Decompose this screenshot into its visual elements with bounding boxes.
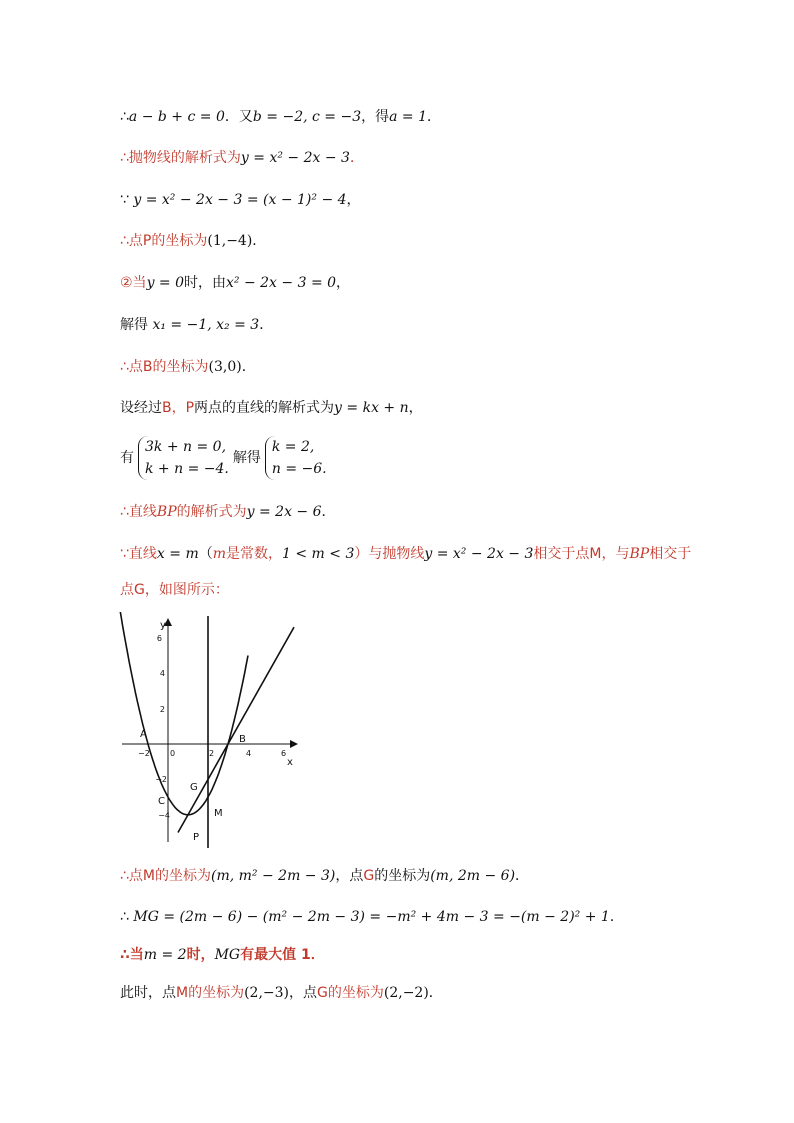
point-b-label: B	[239, 734, 246, 745]
text: 的坐标为	[152, 359, 209, 375]
text: （	[198, 546, 213, 562]
text: ，	[336, 275, 351, 291]
equation: x = m	[156, 546, 199, 562]
inequality: 1 < m < 3	[282, 546, 355, 562]
text: ∴抛物线的解析式为	[120, 150, 241, 166]
variable: MG	[214, 947, 241, 963]
text: ∴点	[120, 359, 143, 375]
x-tick-label: 6	[281, 749, 287, 758]
point-label: M	[589, 546, 602, 562]
coordinate: (2,−3)	[244, 985, 290, 1001]
because-symbol: ∵	[120, 192, 129, 208]
point-g-label: G	[190, 782, 198, 793]
y-tick-label: 2	[159, 705, 165, 714]
line-label: BP	[156, 504, 177, 520]
text: ）与抛物线	[354, 546, 425, 562]
text: 相交于点	[533, 546, 590, 562]
equation: x₂ = 3	[216, 317, 260, 333]
line-label: BP	[629, 546, 650, 562]
parabola-curve	[118, 612, 248, 815]
x-tick-label: 4	[246, 749, 252, 758]
variable: m	[212, 546, 227, 562]
line-13	[120, 866, 529, 886]
text: ∴点	[120, 233, 143, 249]
text: 的坐标为	[327, 985, 384, 1001]
equation: b = −2, c = −3	[252, 109, 362, 125]
point-a-label: A	[140, 729, 147, 740]
text: ②当	[120, 275, 147, 291]
x-axis-arrow-icon	[290, 740, 298, 748]
point-label: P	[142, 233, 152, 249]
coordinate: (m, 2m − 6)	[430, 868, 516, 884]
point-label: G	[134, 582, 145, 598]
text: ．	[252, 233, 267, 249]
coordinate: (2,−2)	[383, 985, 429, 1001]
text: 的坐标为	[374, 868, 431, 884]
text: ，点	[289, 985, 318, 1001]
point-label: M	[176, 985, 189, 1001]
line-1	[120, 107, 441, 127]
text: ．又	[224, 109, 253, 125]
text: ，如图所示：	[144, 582, 229, 598]
equation: y = 0	[146, 275, 185, 291]
equation: y = 2x − 6	[246, 504, 322, 520]
text: ∴直线	[120, 504, 157, 520]
text: ∵直线	[120, 546, 157, 562]
text: ．	[428, 985, 443, 1001]
y-tick-label: 6	[156, 634, 162, 643]
solution-system	[265, 436, 327, 480]
line-16	[120, 983, 443, 1003]
function-graph	[118, 612, 308, 848]
y-tick-label: 4	[159, 669, 165, 678]
equation: y = kx + n	[334, 400, 409, 416]
x-tick-label: 0	[170, 749, 176, 758]
text: ．	[427, 109, 442, 125]
therefore-symbol: ∴	[120, 909, 129, 925]
text: ，与	[601, 546, 630, 562]
line-12	[120, 580, 229, 600]
text: 的解析式为	[176, 504, 247, 520]
equation: a − b + c = 0	[128, 109, 225, 125]
text: 两点的直线的解析式为	[194, 400, 335, 416]
text: 的坐标为	[151, 233, 208, 249]
text: 的坐标为	[188, 985, 245, 1001]
text: 是常数，	[226, 546, 283, 562]
y-axis-label: y	[160, 620, 166, 631]
y-tick-label: −4	[158, 811, 170, 820]
point-p-label: P	[193, 832, 200, 843]
text: ．	[321, 504, 336, 520]
text: 时，由	[184, 275, 227, 291]
text: ．	[515, 868, 530, 884]
line-3	[120, 190, 361, 210]
text: 此时，点	[120, 985, 176, 1001]
y-tick-label: −2	[155, 775, 167, 784]
point-labels: B，P	[162, 400, 195, 416]
x-tick-label: 2	[209, 749, 215, 758]
line-4	[120, 231, 266, 251]
equation: a = 1	[389, 109, 428, 125]
point-label: G	[317, 985, 328, 1001]
text: 的坐标为	[155, 868, 212, 884]
text: ．	[609, 909, 624, 925]
point-c-label: C	[158, 796, 165, 807]
line-2	[120, 148, 364, 168]
point-label: G	[363, 868, 375, 884]
text: ，点	[335, 868, 364, 884]
text: 点	[120, 582, 134, 598]
text: ∴当	[120, 947, 144, 963]
equation: y = x² − 2x − 3 = (x − 1)² − 4	[133, 192, 347, 208]
equation: k + n = −4.	[145, 461, 229, 477]
therefore-symbol: ∴	[120, 109, 129, 125]
text: 有最大值 1．	[240, 947, 325, 963]
point-m-label: M	[214, 808, 223, 819]
line-6	[120, 315, 273, 335]
x-tick-label: −2	[138, 749, 150, 758]
equation: m = 2	[143, 947, 187, 963]
text: 设经过	[120, 400, 162, 416]
line-8	[120, 398, 423, 418]
coordinate: (m, m² − 2m − 3)	[211, 868, 336, 884]
line-9	[120, 436, 331, 480]
equation: k = 2,	[271, 439, 315, 455]
equation: y = x² − 2x − 3	[240, 150, 350, 166]
text: 解得	[120, 317, 148, 333]
equation: n = −6.	[271, 461, 327, 477]
text: 时，	[186, 947, 215, 963]
equation: x² − 2x − 3 = 0	[226, 275, 337, 291]
text: 解得	[232, 450, 261, 466]
line-14	[120, 907, 624, 927]
text: ．	[349, 150, 364, 166]
line-5	[120, 273, 350, 293]
text: 有	[120, 450, 134, 466]
line-11	[120, 544, 691, 564]
equation: x₁ = −1,	[152, 317, 212, 333]
line-bp	[178, 627, 294, 832]
text: ，	[408, 400, 423, 416]
text: ．	[241, 359, 256, 375]
text: ．	[259, 317, 274, 333]
line-7	[120, 357, 256, 377]
text: ，	[346, 192, 361, 208]
point-label: M	[142, 868, 156, 884]
equation: y = x² − 2x − 3	[424, 546, 534, 562]
equation-system	[138, 436, 229, 480]
line-10	[120, 502, 336, 522]
equation: MG = (2m − 6) − (m² − 2m − 3) = −m² + 4m − 3 = −(m − 2)² + 1	[133, 909, 610, 925]
coordinate: (1,−4)	[207, 233, 253, 249]
x-axis-label: x	[287, 757, 293, 768]
line-15	[120, 945, 325, 965]
coordinate: (3,0)	[208, 359, 242, 375]
text: ，得	[361, 109, 390, 125]
equation: 3k + n = 0,	[145, 439, 227, 455]
point-label: B	[142, 359, 153, 375]
text: ∴点	[120, 868, 143, 884]
text: 相交于	[649, 546, 692, 562]
